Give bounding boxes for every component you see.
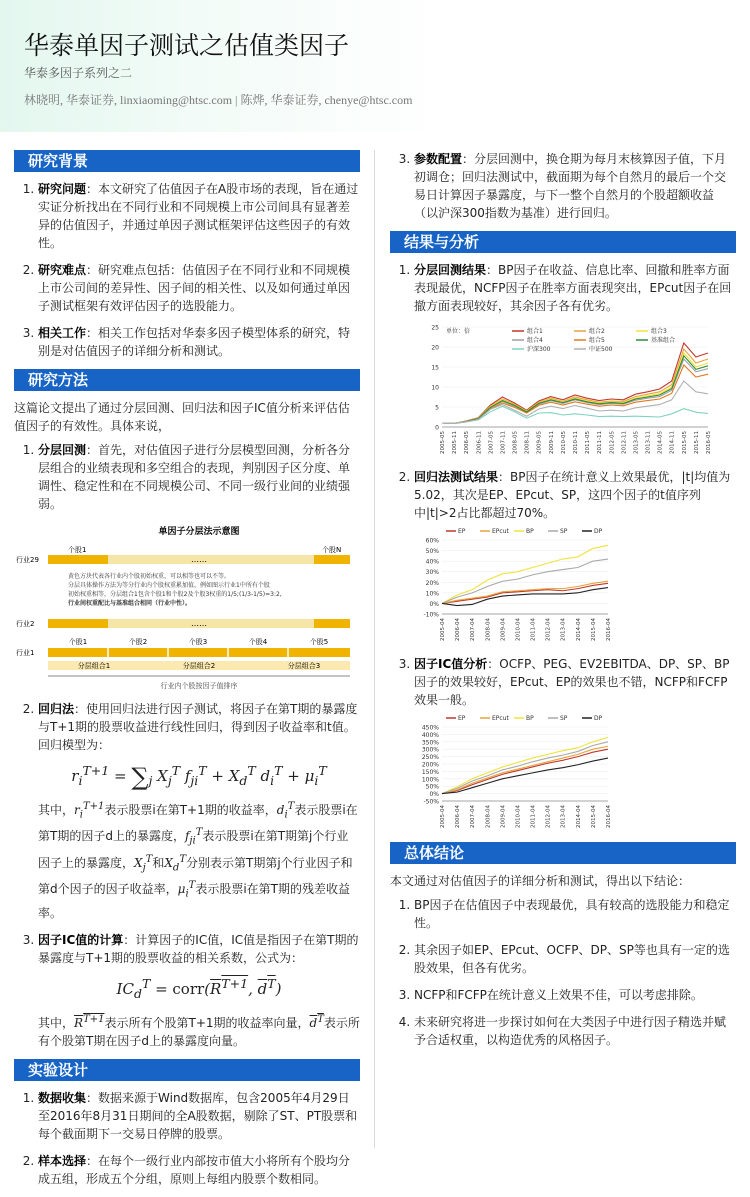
group-label: 分层组合3 xyxy=(287,662,321,670)
stock-block xyxy=(314,619,350,628)
ic-equation: $IC_d^T$ = $corr(R^{T+1}$, $d^T$) xyxy=(116,975,282,1001)
legend-label: 中证500 xyxy=(589,346,613,353)
row-label: 行业2 xyxy=(16,620,35,628)
x-tick-label: 2009-04 xyxy=(500,805,507,828)
y-tick-label: -50% xyxy=(423,798,439,806)
x-tick-label: 2005-04 xyxy=(440,618,446,641)
x-tick-label: 2007-11 xyxy=(500,431,507,454)
x-tick-label: 2013-04 xyxy=(560,805,567,828)
y-tick-label: 250% xyxy=(421,754,439,762)
section-title-experiment: 实验设计 xyxy=(14,1059,360,1081)
item-text: ：首先，对估值因子进行分层模型回测，分析各分层组合的业绩表现和多空组合的表现，判别因子区分度、单调性、稳定性和在不同规模公司、不同一级行业间的业绩强弱。 xyxy=(38,443,351,511)
page-title: 华泰单因子测试之估值类因子 xyxy=(24,31,350,60)
legend-label: BP xyxy=(526,528,534,535)
list-item xyxy=(38,441,360,513)
y-tick-label: 0% xyxy=(429,791,439,799)
stock-label: 个股4 xyxy=(248,638,268,646)
x-tick-label: 2011-05 xyxy=(585,431,592,454)
list-item xyxy=(414,655,736,833)
item-label: 样本选择 xyxy=(38,1153,87,1168)
stock-label: 个股5 xyxy=(309,638,329,646)
box-label: 个股N xyxy=(322,546,342,554)
legend-label: 沪深300 xyxy=(527,346,551,353)
x-tick-label: 2010-05 xyxy=(560,431,567,454)
legend-label: SP xyxy=(560,528,568,535)
legend-label: EPcut xyxy=(492,528,509,535)
x-tick-label: 2015-05 xyxy=(681,431,688,454)
x-tick-label: 2011-11 xyxy=(597,431,604,454)
x-tick-label: 2013-04 xyxy=(560,618,567,641)
list-item xyxy=(414,150,736,222)
y-tick-label: 25 xyxy=(431,324,439,332)
item-text: ：BP因子在收益、信息比率、回撤和胜率方面表现最优，NCFP因子在胜率方面表现突出，EPcut因子在回撤方面表现较好，其余因子各有优劣。 xyxy=(414,263,732,313)
legend-label: SP xyxy=(560,715,568,722)
method-list-2 xyxy=(14,700,360,1050)
y-tick-label: 50% xyxy=(425,783,439,791)
background-list xyxy=(14,180,360,360)
x-tick-label: 2014-11 xyxy=(669,431,676,454)
section-title-conclusion: 总体结论 xyxy=(390,842,736,864)
legend-label: 基准组合 xyxy=(651,337,676,344)
x-tick-label: 2016-05 xyxy=(706,431,712,454)
y-tick-label: 30% xyxy=(425,569,439,577)
x-tick-label: 2008-04 xyxy=(485,805,492,828)
list-item: 2. 其余因子如EP、EPcut、OCFP、DP、SP等也具有一定的选股效果，但各有优劣。 xyxy=(414,941,736,977)
x-tick-label: 2005-11 xyxy=(452,431,459,454)
x-tick-label: 2010-11 xyxy=(573,431,579,454)
series-line xyxy=(442,343,708,423)
y-tick-label: 350% xyxy=(421,739,439,747)
x-tick-label: 2008-11 xyxy=(524,431,531,454)
x-tick-label: 2015-04 xyxy=(590,618,597,641)
stock-label: 个股2 xyxy=(128,638,148,646)
x-tick-label: 2016-04 xyxy=(606,618,612,641)
item-text: ：BP因子在统计意义上效果最优，|t|均值为5.02，其次是EP、EPcut、SP，这四个因子的t值序列中|t|>2占比都超过70%。 xyxy=(414,470,731,520)
y-tick-label: 50% xyxy=(425,548,439,556)
x-tick-label: 2008-05 xyxy=(512,431,519,454)
expl-text: 其中， xyxy=(38,1015,75,1030)
stock-block xyxy=(314,555,350,564)
stock-block xyxy=(48,619,108,628)
x-tick-label: 2006-05 xyxy=(464,431,471,454)
x-tick-label: 2010-04 xyxy=(515,805,522,828)
x-tick-label: 2015-04 xyxy=(590,805,597,828)
item-text: ：OCFP、PEG、EV2EBITDA、DP、SP、BP因子的效果较好，EPcut、EP的效果也不错，NCFP和FCFP效果一般。 xyxy=(414,657,730,707)
item-text: ：分层回测中，换仓期为每月末核算因子值，下月初调仓；回归法测试中，截面期为每个自然月的最后一个交易日计算因子暴露度，与下一整个自然月的个股超额收益（以沪深300指数为基准）进行回归。 xyxy=(414,152,727,220)
item-label: 回归法测试结果 xyxy=(414,470,499,484)
list-item xyxy=(414,468,736,646)
regression-cumulative-chart xyxy=(414,526,614,646)
y-tick-label: 400% xyxy=(421,731,439,739)
y-tick-label: 200% xyxy=(421,761,439,769)
y-tick-label: 100% xyxy=(421,776,439,784)
group-label: 分层组合2 xyxy=(182,662,216,670)
box-label: 个股1 xyxy=(68,546,87,554)
x-tick-label: 2010-04 xyxy=(515,618,522,641)
item-label: 参数配置 xyxy=(414,152,463,166)
page-subtitle: 华泰多因子系列之二 xyxy=(24,66,133,80)
section-title-results: 结果与分析 xyxy=(390,231,736,253)
math-sym: $r_i^{T+1}$ xyxy=(74,801,105,821)
math-sym: $f_{ji}^T$ xyxy=(184,827,203,847)
left-column xyxy=(14,150,360,1197)
x-tick-label: 2012-11 xyxy=(621,431,628,454)
right-column xyxy=(390,150,736,1058)
item-label: 数据收集 xyxy=(38,1090,87,1105)
item-text: ：本文研究了估值因子在A股市场的表现，旨在通过实证分析找出在不同行业和不同规模上市公司间具有显著差异的估值因子，并通过单因子测试框架评估这些因子的有效性。 xyxy=(38,182,359,250)
axis-label: 行业内个股按因子值排序 xyxy=(160,682,238,690)
math-sym: $X_j^T$ xyxy=(134,853,153,874)
x-tick-label: 2011-04 xyxy=(530,618,537,641)
section-title-background: 研究背景 xyxy=(14,150,360,172)
x-tick-label: 2013-11 xyxy=(645,431,652,454)
math-sym: $d^T$ xyxy=(309,1013,324,1030)
item-label: 分层回测结果 xyxy=(414,263,487,277)
group-label: 分层组合1 xyxy=(77,662,111,670)
note-line: 分层具体操作方法为等分行业内个股权重累加值，例如图示行业1中所有个股 xyxy=(68,582,270,589)
experiment-list-cont xyxy=(390,150,736,222)
item-text: ：使用回归法进行因子测试，将因子在第T期的暴露度与T+1期的股票收益进行线性回归，得到因子收益率和t值。回归模型为： xyxy=(38,702,358,752)
list-item xyxy=(414,261,736,459)
y-tick-label: 40% xyxy=(425,558,439,566)
item-text: ：相关工作包括对华泰多因子模型体系的研究，特别是对估值因子的详细分析和测试。 xyxy=(38,326,351,358)
expl-text: 表示所有个股第T+1期的收益率向量， xyxy=(104,1015,310,1030)
list-item: 3. NCFP和FCFP在统计意义上效果不佳，可以考虑排除。 xyxy=(414,986,736,1004)
x-tick-label: 2009-04 xyxy=(500,618,507,641)
item-text: ：研究难点包括：估值因子在不同行业和不同规模上市公司间的差异性、因子间的相关性、以及如何通过单因子测试框架有效评估因子的选股能力。 xyxy=(38,263,351,313)
experiment-list xyxy=(14,1089,360,1188)
expl-text: 其中， xyxy=(38,803,75,817)
item-text: ：在每个一级行业内部按市值大小将所有个股均分成五组，形成五个分组，原则上每组内股票个数相同。 xyxy=(38,1153,351,1186)
legend-label: DP xyxy=(594,528,603,535)
x-tick-label: 2006-04 xyxy=(455,805,462,828)
stock-block xyxy=(48,555,108,564)
results-list xyxy=(390,261,736,833)
authors-line: 林晓明, 华泰证券, linxiaoming@htsc.com | 陈烨, 华泰证券, chenye@htsc.com xyxy=(24,93,413,107)
x-tick-label: 2014-04 xyxy=(575,805,582,828)
x-tick-label: 2006-11 xyxy=(476,431,483,454)
note-line: 行业间权重配比与基准组合相同（行业中性）。 xyxy=(68,600,192,607)
y-tick-label: 20 xyxy=(431,344,439,352)
legend-label: DP xyxy=(594,715,603,722)
y-tick-label: 150% xyxy=(421,768,439,776)
note-line: 初始权重相等，分层组合1包含个股1和个股2及个股3权重的1/5;(1/3-1/5)=3:2, xyxy=(68,591,282,598)
list-item: 4. 未来研究将进一步探讨如何在大类因子中进行因子精选并赋予合适权重，以构造优秀的风格因子。 xyxy=(414,1013,736,1049)
math-sym: $\mu_i^T$ xyxy=(177,880,196,900)
item-label: 相关工作 xyxy=(38,326,87,340)
series-line xyxy=(442,559,608,603)
expl-text: 表示股票i在第T期第j个行业因子上的暴露度， xyxy=(38,829,349,870)
expl-text: 表示股票i在第T期的残差收益率。 xyxy=(38,882,350,920)
expl-text: 和 xyxy=(152,855,165,870)
legend-label: EPcut xyxy=(492,715,509,722)
expl-text: 表示股票i在第T期的因子d上的暴露度， xyxy=(38,803,358,844)
y-tick-label: 10 xyxy=(431,384,439,392)
x-tick-label: 2015-11 xyxy=(693,431,700,454)
y-tick-label: 0% xyxy=(429,600,439,608)
diagram-title: 单因子分层法示意图 xyxy=(158,527,240,537)
item-label: 分层回测 xyxy=(38,443,87,457)
x-tick-label: 2006-04 xyxy=(455,618,462,641)
layered-backtest-chart xyxy=(414,319,714,459)
series-line xyxy=(442,349,708,423)
y-tick-label: 0 xyxy=(435,424,439,432)
x-tick-label: 2012-05 xyxy=(609,431,616,454)
item-label: 研究难点 xyxy=(38,263,87,277)
item-label: 因子IC值分析 xyxy=(414,657,488,671)
item-label: 回归法 xyxy=(38,702,75,716)
ellipsis: …… xyxy=(191,619,207,628)
conclusion-list xyxy=(390,896,736,1049)
method-list xyxy=(14,441,360,513)
series-line xyxy=(442,758,608,794)
legend-label: BP xyxy=(526,715,534,722)
layering-diagram xyxy=(14,522,360,692)
item-label: 研究问题 xyxy=(38,182,87,196)
list-item xyxy=(38,180,360,252)
item-label: 因子IC值的计算 xyxy=(38,932,124,947)
list-item: 1. BP因子在估值因子中表现最优，具有较高的选股能力和稳定性。 xyxy=(414,896,736,932)
x-tick-label: 2009-11 xyxy=(548,431,555,454)
x-tick-label: 2008-04 xyxy=(485,618,492,641)
note-line: 黄色方块代表各行业内个股初始权重，可以相等也可以不等。 xyxy=(68,573,231,580)
regression-explanation xyxy=(38,798,360,922)
x-tick-label: 2013-05 xyxy=(633,431,640,454)
x-tick-label: 2011-04 xyxy=(530,805,537,828)
x-tick-label: 2009-05 xyxy=(536,431,543,454)
x-tick-label: 2007-04 xyxy=(470,805,477,828)
ic-cumulative-chart xyxy=(414,713,614,833)
list-item xyxy=(38,700,360,922)
legend-label: 组合2 xyxy=(589,328,605,335)
method-intro: 这篇论文提出了通过分层回测、回归法和因子IC值分析来评估估值因子的有效性。具体来说， xyxy=(14,401,350,433)
expl-text: 分别表示第T期第j个行业因子和第d个因子的因子收益率， xyxy=(38,855,353,897)
x-tick-label: 2016-04 xyxy=(606,805,612,828)
row-label: 行业29 xyxy=(16,556,39,564)
legend-label: 组合1 xyxy=(527,328,543,335)
y-tick-label: 10% xyxy=(425,590,439,598)
regression-equation: $r_i^{T+1} = \sum_j$ $X_j^T$ $f_{ji}^T + X_d^T$ $d_i^T + \mu_i^T$ xyxy=(71,763,327,791)
y-tick-label: 20% xyxy=(425,579,439,587)
legend-label: 组合5 xyxy=(589,337,605,344)
stock-label: 个股3 xyxy=(188,638,208,646)
header-banner xyxy=(0,0,750,132)
x-tick-label: 2012-04 xyxy=(545,805,552,828)
x-tick-label: 2014-04 xyxy=(575,618,582,641)
x-tick-label: 2005-04 xyxy=(440,805,446,828)
row-label: 行业1 xyxy=(16,649,35,657)
y-tick-label: 300% xyxy=(421,746,439,754)
legend-label: EP xyxy=(458,715,466,722)
column-divider xyxy=(374,150,375,1148)
x-tick-label: 2012-04 xyxy=(545,618,552,641)
legend-label: EP xyxy=(458,528,466,535)
unit-label: 单位：倍 xyxy=(446,328,471,335)
item-text: ：数据来源于Wind数据库，包含2005年4月29日至2016年8月31日期间的全A股数据，剔除了ST、PT股票和每个截面期下一交易日停牌的股票。 xyxy=(38,1090,358,1141)
math-sym: $X_d^T$ xyxy=(164,853,186,874)
series-line xyxy=(442,353,708,423)
y-tick-label: -10% xyxy=(423,611,439,619)
x-tick-label: 2005-05 xyxy=(440,431,446,454)
y-tick-label: 450% xyxy=(421,724,439,732)
item-text: ：计算因子的IC值，IC值是指因子在第T期的暴露度与T+1期的股票收益的相关系数，公式为： xyxy=(38,932,359,965)
conclusion-intro: 本文通过对估值因子的详细分析和测试，得出以下结论： xyxy=(390,874,691,888)
list-item xyxy=(38,261,360,315)
expl-text: 表示股票i在第T+1期的收益率， xyxy=(104,803,277,817)
y-tick-label: 60% xyxy=(425,537,439,545)
math-sym: $d_i^T$ xyxy=(276,801,295,821)
x-tick-label: 2007-05 xyxy=(488,431,495,454)
ic-explanation xyxy=(38,1011,360,1050)
legend-label: 组合3 xyxy=(651,328,667,335)
list-item xyxy=(38,1152,360,1188)
list-item xyxy=(38,1089,360,1143)
math-sym: $R^{T+1}$ xyxy=(74,1013,105,1030)
legend-label: 组合4 xyxy=(527,337,543,344)
y-tick-label: 15 xyxy=(431,364,439,372)
expl-text: 表示所有个股第T期在因子d上的暴露度向量。 xyxy=(38,1015,360,1048)
y-tick-label: 5 xyxy=(435,404,439,412)
ellipsis: …… xyxy=(191,555,207,564)
list-item xyxy=(38,931,360,1050)
list-item xyxy=(38,324,360,360)
row-bar xyxy=(48,648,350,657)
section-title-method: 研究方法 xyxy=(14,369,360,391)
series-line xyxy=(442,583,608,603)
x-tick-label: 2007-04 xyxy=(470,618,477,641)
x-tick-label: 2014-05 xyxy=(657,431,664,454)
stock-label: 个股1 xyxy=(68,638,88,646)
